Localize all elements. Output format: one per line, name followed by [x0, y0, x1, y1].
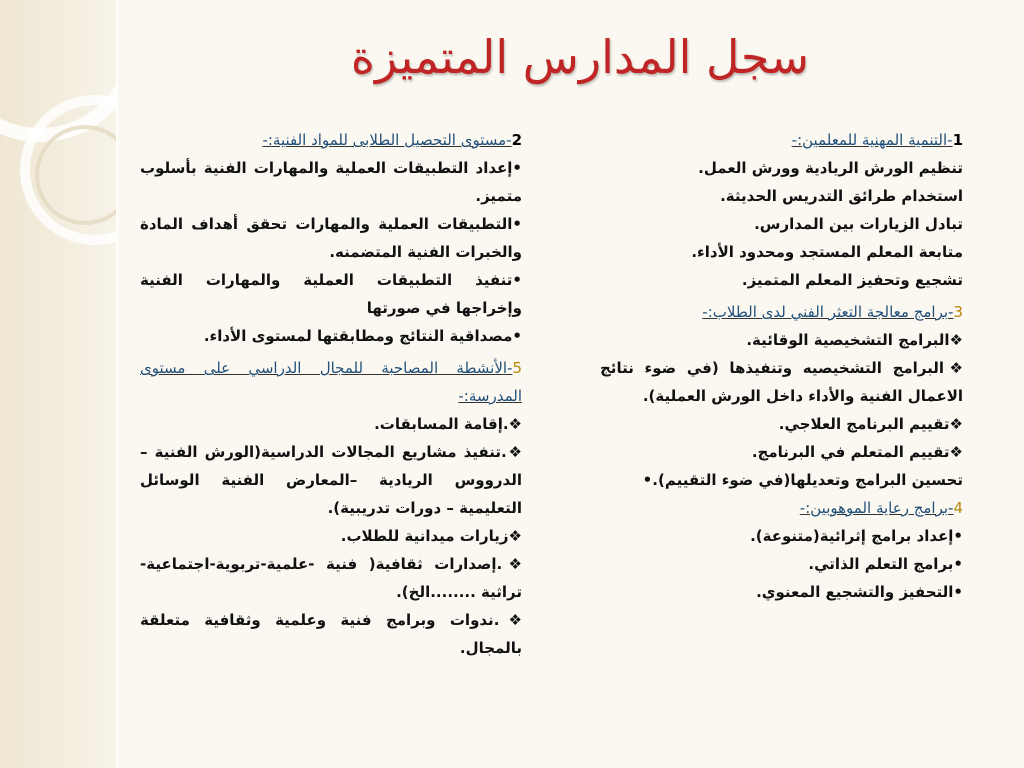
list-item: تحسين البرامج وتعديلها(في ضوء التقييم).•	[642, 471, 963, 489]
list-item: استخدام طرائق التدريس الحديثة.	[720, 187, 963, 205]
section-3-heading: 3-برامج معالجة التعثر الفني لدى الطلاب:-	[702, 303, 963, 321]
list-item: •برامج التعلم الذاتي.	[808, 555, 963, 573]
list-item: •إعداد برامج إثرائية(متنوعة).	[750, 527, 963, 545]
right-column	[600, 126, 963, 606]
section-4-heading: 4-برامج رعاية الموهوبين:-	[799, 499, 963, 517]
list-item: •التطبيقات العملية والمهارات تحقق أهداف المادة والخبرات الفنية المتضمنه.	[140, 215, 522, 261]
list-item: •إعداد التطبيقات العملية والمهارات الفنية بأسلوب متميز.	[140, 159, 522, 205]
list-item: •تنفيذ التطبيقات العملية والمهارات الفنية وإخراجها في صورتها	[140, 271, 522, 317]
decorative-rings	[0, 0, 118, 768]
list-item: متابعة المعلم المستجد ومحدود الأداء.	[691, 243, 963, 261]
list-item: ❖.ندوات وبرامج فنية وعلمية وثقافية متعلقة بالمجال.	[140, 611, 522, 657]
section-4	[600, 494, 963, 606]
decorative-sidebar	[0, 0, 118, 768]
list-item: ❖تقييم المتعلم في البرنامج.	[751, 443, 963, 461]
section-3	[600, 298, 963, 494]
left-column	[140, 126, 522, 662]
section-1-heading: 1-التنمية المهنية للمعلمين:-	[791, 131, 963, 149]
list-item: •التحفيز والتشجيع المعنوي.	[756, 583, 963, 601]
page-title: سجل المدارس المتميزة	[350, 30, 810, 84]
list-item: ❖.تنفيذ مشاريع المجالات الدراسية(الورش الفنية – الدرووس الريادية –المعارض الفنية الوسائل التعليمية – دورات تدريبية).	[140, 443, 522, 517]
section-1	[600, 126, 963, 294]
section-5-heading: 5-الأنشطة المصاحبة للمجال الدراسي على مستوى المدرسة:-	[140, 359, 522, 405]
section-2	[140, 126, 522, 350]
list-item: ❖.إقامة المسابقات.	[374, 415, 522, 433]
list-item: ❖زيارات ميدانية للطلاب.	[340, 527, 522, 545]
list-item: ❖البرامج التشخيصية الوقائية.	[746, 331, 963, 349]
list-item: ❖تقييم البرنامج العلاجي.	[778, 415, 963, 433]
list-item: ❖.إصدارات ثقافية( فنية -علمية-تربوية-اجتماعية- تراثية ........الخ).	[140, 555, 522, 601]
list-item: تبادل الزيارات بين المدارس.	[754, 215, 963, 233]
list-item: ❖البرامج التشخيصيه وتنفيذها (في ضوء نتائج الاعمال الفنية والأداء داخل الورش العملية).	[600, 359, 963, 405]
section-5	[140, 354, 522, 662]
list-item: تنظيم الورش الريادية وورش العمل.	[698, 159, 963, 177]
list-item: تشجيع وتحفيز المعلم المتميز.	[741, 271, 963, 289]
list-item: •مصداقية النتائج ومطابقتها لمستوى الأداء.	[203, 327, 522, 345]
section-2-heading: 2-مستوى التحصيل الطلابى للمواد الفنية:-	[262, 131, 522, 149]
